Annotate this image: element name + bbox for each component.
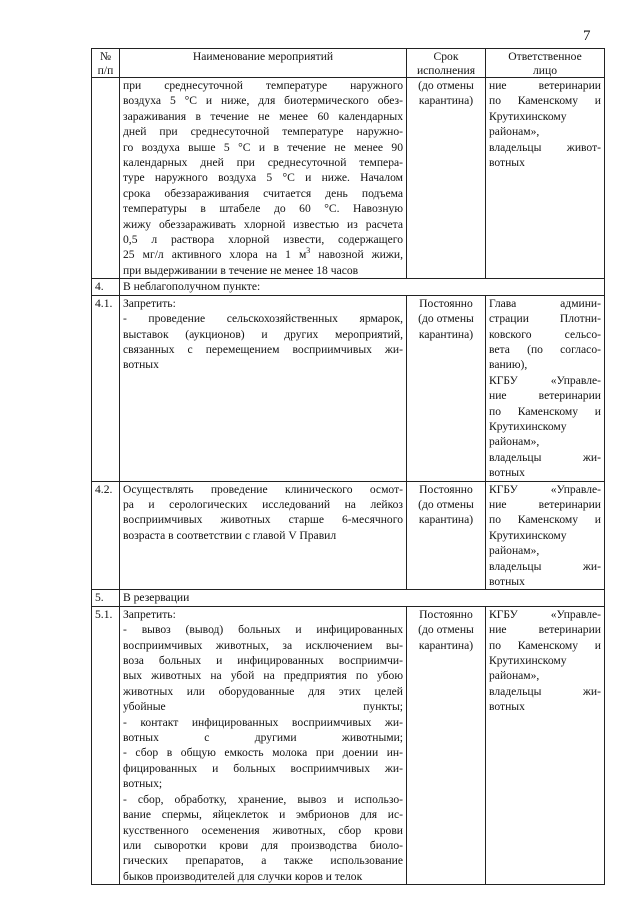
section-row [92, 279, 605, 295]
header-line: исполнения [416, 63, 476, 77]
action-line: Запретить: [123, 296, 176, 310]
action-line: связанных с перемещением восприимчивых жи- [123, 342, 403, 356]
action-line: - вывоз (вывод) больных и инфицированных [123, 623, 403, 637]
term-line: (до отмены [418, 79, 474, 92]
header-line: № [99, 50, 112, 63]
responsible-line: по Каменскому и [489, 513, 601, 527]
responsible-line: ние ветеринарии [489, 497, 601, 511]
action-line: гических препаратов, а также использование [123, 854, 403, 868]
header-responsible [486, 49, 605, 78]
action-line: воздуха 5 °С и ниже, для биотермического обез- [123, 94, 403, 108]
responsible-line: ванию), [489, 358, 528, 372]
row-term [407, 606, 486, 884]
row-term [407, 481, 486, 590]
action-line: зараживания в течение не менее 60 календарных [123, 109, 403, 123]
header-line: лицо [533, 63, 557, 77]
action-line: календарных дней при среднесуточной темпера- [123, 156, 403, 170]
action-line: - сбор, обработку, хранение, вывоз и использо- [123, 792, 403, 806]
action-line: вание спермы, яйцеклеток и эмбрионов для ис- [123, 808, 403, 822]
row-num: 4.1. [92, 295, 120, 481]
action-line: вотных; [123, 777, 163, 791]
responsible-line: КГБУ «Управле- [489, 607, 601, 621]
section-num: 4. [92, 279, 120, 295]
responsible-line: владельцы жи- [489, 559, 601, 573]
responsible-line: владельцы жи- [489, 450, 601, 464]
responsible-line: владельцы жи- [489, 684, 601, 698]
responsible-line: страции Плотни- [489, 312, 601, 326]
term-line: карантина) [418, 513, 474, 527]
after-superscript: навозной жижи, [310, 248, 404, 262]
responsible-line: ковского сельсо- [489, 327, 601, 341]
header-term [407, 49, 486, 78]
continuation-row [92, 78, 605, 279]
section-title: В неблагополучном пункте: [120, 279, 605, 295]
header-line: п/п [97, 63, 114, 77]
term-line: карантина) [418, 94, 474, 108]
row-term [407, 295, 486, 481]
responsible-line: по Каменскому и [489, 638, 601, 652]
responsible-line: Крутихинскому [489, 109, 567, 123]
responsible-line: по Каменскому и [489, 94, 601, 108]
responsible-line: Крутихинскому [489, 654, 567, 668]
responsible-line: вета (по согласо- [489, 342, 601, 356]
action-line: го воздуха выше 5 °С и в течение не менее 90 [123, 140, 403, 154]
term-line: Постоянно [419, 607, 473, 621]
superscript: 3 [306, 246, 311, 256]
row-num: 4.2. [92, 481, 120, 590]
action-line: 25 мг/л активного хлора на 1 $м^3$ навозной жижи, [123, 246, 404, 262]
row-action [120, 481, 407, 590]
responsible-line: районам», [489, 544, 540, 558]
term-line: (до отмены [418, 312, 474, 326]
responsible-line: вотных [489, 466, 525, 480]
action-line: выставок (аукционов) и других мероприятий, [123, 327, 403, 341]
responsible-line: районам», [489, 669, 540, 683]
header-line: Ответственное [508, 50, 582, 63]
term-line: карантина) [418, 638, 474, 652]
action-line: срока обеззараживания считается день подъема [123, 186, 403, 200]
action-line: быков производителей для случки коров и телок [123, 869, 363, 883]
table-row [92, 295, 605, 481]
responsible-line: ние ветеринарии [489, 79, 601, 92]
action-line: Запретить: [123, 607, 176, 621]
term-line: (до отмены [418, 623, 474, 637]
responsible-line: по Каменскому и [489, 404, 601, 418]
action-line: восприимчивых животных старше 6-месячного [123, 513, 403, 527]
action-line: - проведение сельскохозяйственных ярмарок, [123, 312, 403, 326]
table-row [92, 481, 605, 590]
action-line: воза больных и инфицированных восприимчи- [123, 654, 403, 668]
action-line: при выдерживании в течение не менее 18 часов [123, 263, 359, 277]
row-responsible [486, 481, 605, 590]
action-line: - контакт инфицированных восприимчивых жи- [123, 715, 403, 729]
table-row [92, 606, 605, 884]
action-line: или сыворотки крови для производства биоло- [123, 838, 403, 852]
measures-table [91, 48, 605, 885]
header-line: Срок [433, 50, 459, 63]
term-line: (до отмены [418, 497, 474, 511]
action-line: вотных с другими животными; [123, 731, 403, 745]
action-line: Осуществлять проведение клинического осмот- [123, 482, 403, 496]
action-line: убойные пункты; [123, 700, 403, 714]
responsible-line: вотных [489, 575, 525, 588]
action-line: при среднесуточной температуре наружного [123, 79, 403, 92]
action-line: вых животных на убой на предприятия по убою [123, 669, 403, 683]
header-num [92, 49, 120, 78]
action-line: кусственного осеменения животных, сбор крови [123, 823, 403, 837]
responsible-line: районам», [489, 435, 540, 449]
action-line: фицированных и больных восприимчивых жи- [123, 761, 403, 775]
responsible-line: вотных [489, 156, 525, 170]
page-number: 7 [583, 28, 591, 44]
action-line: температуры в штабеле до 60 °С. Навозную [123, 202, 403, 216]
action-line: дней при среднесуточной температуре наружно- [123, 125, 403, 139]
continuation-term [407, 78, 486, 279]
responsible-line: владельцы живот- [489, 140, 601, 154]
responsible-line: КГБУ «Управле- [489, 482, 601, 496]
row-action [120, 606, 407, 884]
table-header-row [92, 49, 605, 78]
row-responsible [486, 295, 605, 481]
action-line: жижу обеззараживать хлорной известью из расчета [123, 217, 403, 231]
continuation-num [92, 78, 120, 279]
responsible-line: КГБУ «Управле- [489, 373, 601, 387]
continuation-action [120, 78, 407, 279]
row-num: 5.1. [92, 606, 120, 884]
responsible-line: вотных [489, 700, 525, 714]
term-line: Постоянно [419, 482, 473, 496]
section-num: 5. [92, 590, 120, 606]
action-line: возраста в соответствии с главой V Правил [123, 528, 337, 542]
section-row [92, 590, 605, 606]
term-line: карантина) [418, 327, 474, 341]
continuation-responsible [486, 78, 605, 279]
responsible-line: Крутихинскому [489, 528, 567, 542]
action-line: животных или оборудованные для этих целей [123, 684, 403, 698]
header-action: Наименование мероприятий [120, 49, 407, 78]
section-title: В резервации [120, 590, 605, 606]
responsible-line: Глава админи- [489, 296, 601, 310]
action-line: вотных [123, 358, 159, 372]
action-line: 0,5 л раствора хлорной извести, содержащего [123, 233, 403, 247]
responsible-line: ние ветеринарии [489, 623, 601, 637]
action-line: туре наружного воздуха 5 °С и ниже. Началом [123, 171, 403, 185]
responsible-line: районам», [489, 125, 540, 139]
table-body [92, 78, 605, 885]
action-line: - сбор в общую емкость молока при доении ин- [123, 746, 403, 760]
row-action [120, 295, 407, 481]
term-line: Постоянно [419, 296, 473, 310]
row-responsible [486, 606, 605, 884]
action-line: ра и серологических исследований на лейкоз [123, 497, 403, 511]
responsible-line: ние ветеринарии [489, 389, 601, 403]
responsible-line: Крутихинскому [489, 419, 567, 433]
action-line: восприимчивых животных, за исключением вы- [123, 638, 403, 652]
